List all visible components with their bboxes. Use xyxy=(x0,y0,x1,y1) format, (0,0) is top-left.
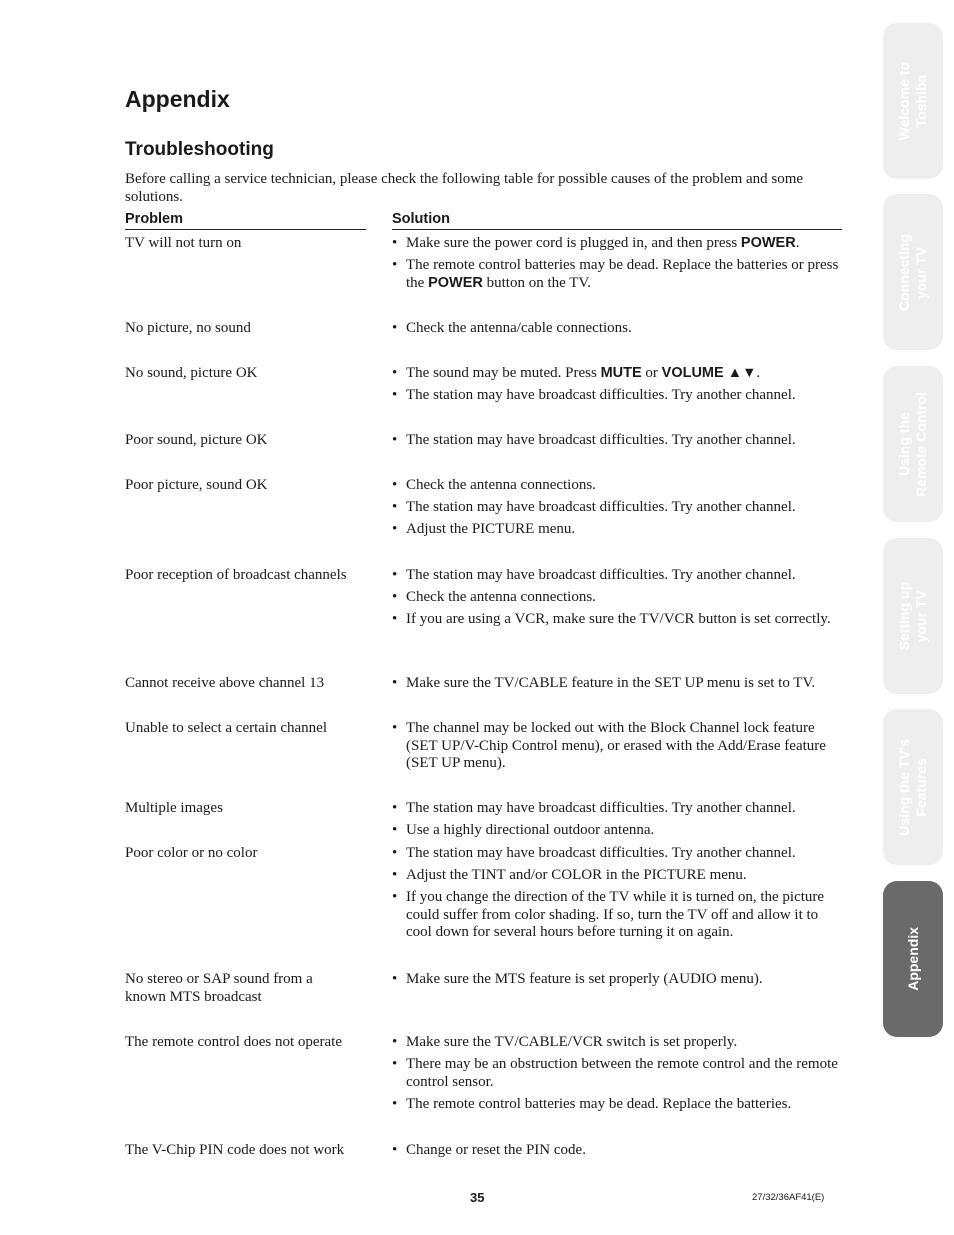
tab-label: Using the Remote Control xyxy=(896,391,929,497)
problem-text: Poor sound, picture OK xyxy=(125,432,268,448)
solution-item: • Make sure the TV/CABLE feature in the SET UP menu is set to TV. xyxy=(392,675,844,693)
tab-label: Welcome to Toshiba xyxy=(896,61,929,141)
problem-text: Poor color or no color xyxy=(125,845,258,861)
intro-paragraph: Before calling a service technician, please check the following table for possible causes of the problem and some solutions. xyxy=(125,171,804,205)
solution-column-header: Solution xyxy=(392,211,842,230)
tab-appendix[interactable] xyxy=(883,881,943,1037)
button-name: POWER xyxy=(740,235,796,251)
problem-text: TV will not turn on xyxy=(125,235,242,251)
button-name: MUTE xyxy=(600,365,642,381)
solution-item: • There may be an obstruction between the remote control and the remote control sensor. xyxy=(392,1056,844,1091)
solution-item: • The remote control batteries may be dead. Replace the batteries or press the POWER button on the TV. xyxy=(392,257,844,292)
problem-text: Multiple images xyxy=(125,800,223,816)
solution-list xyxy=(392,720,844,777)
solution-item: • The station may have broadcast difficulties. Try another channel. xyxy=(392,387,844,405)
solution-item: • Use a highly directional outdoor antenna. xyxy=(392,822,844,840)
solution-list xyxy=(392,1034,844,1118)
solution-list xyxy=(392,365,844,409)
solution-list xyxy=(392,1142,844,1164)
solution-item: • Check the antenna connections. xyxy=(392,477,844,495)
tab-using-the-tvs-features[interactable] xyxy=(883,709,943,865)
solution-item: • The station may have broadcast difficulties. Try another channel. xyxy=(392,432,844,450)
page-title: Appendix xyxy=(125,86,230,112)
solution-item: • The station may have broadcast difficulties. Try another channel. xyxy=(392,567,844,585)
problem-text: No picture, no sound xyxy=(125,320,251,336)
solution-item: • Adjust the TINT and/or COLOR in the PICTURE menu. xyxy=(392,867,844,885)
solution-item: • Check the antenna connections. xyxy=(392,589,844,607)
button-name: VOLUME ▲▼ xyxy=(661,365,757,381)
tab-connecting-your-tv[interactable] xyxy=(883,194,943,350)
tab-using-the-remote-control[interactable] xyxy=(883,366,943,522)
solution-item: • The station may have broadcast difficulties. Try another channel. xyxy=(392,800,844,818)
solution-item: • The remote control batteries may be dead. Replace the batteries. xyxy=(392,1096,844,1114)
solution-item: • Make sure the TV/CABLE/VCR switch is set properly. xyxy=(392,1034,844,1052)
solution-item: • Make sure the MTS feature is set properly (AUDIO menu). xyxy=(392,971,844,989)
solution-item: • The station may have broadcast difficulties. Try another channel. xyxy=(392,499,844,517)
solution-list xyxy=(392,845,844,946)
solution-item: • If you change the direction of the TV while it is turned on, the picture could suffer from color shading. If so, turn the TV off and allow it to cool down for several hours before turning it on again. xyxy=(392,889,844,942)
solution-item: • Change or reset the PIN code. xyxy=(392,1142,844,1160)
solution-list xyxy=(392,477,844,543)
problem-column-header: Problem xyxy=(125,211,366,230)
button-name: POWER xyxy=(428,274,483,291)
solution-item: • The station may have broadcast difficulties. Try another channel. xyxy=(392,845,844,863)
solution-item: • If you are using a VCR, make sure the TV/VCR button is set correctly. xyxy=(392,611,844,629)
solution-list xyxy=(392,432,844,454)
problem-text: The remote control does not operate xyxy=(125,1034,343,1050)
problem-text: Poor picture, sound OK xyxy=(125,477,268,493)
problem-text: The V-Chip PIN code does not work xyxy=(125,1142,345,1158)
solution-list xyxy=(392,971,844,993)
tab-setting-up-your-tv[interactable] xyxy=(883,538,943,694)
solution-item: • Make sure the power cord is plugged in, and then press POWER. xyxy=(392,235,844,253)
solution-item: • Check the antenna/cable connections. xyxy=(392,320,844,338)
section-title: Troubleshooting xyxy=(125,139,274,160)
problem-text: No sound, picture OK xyxy=(125,365,258,381)
problem-text: Unable to select a certain channel xyxy=(125,720,327,736)
solution-list xyxy=(392,567,844,633)
solution-list xyxy=(392,320,844,342)
tab-welcome-to-toshiba[interactable] xyxy=(883,23,943,179)
problem-text: Cannot receive above channel 13 xyxy=(125,675,325,691)
problem-text: Poor reception of broadcast channels xyxy=(125,567,347,583)
solution-list xyxy=(392,675,844,697)
solution-item: • The sound may be muted. Press MUTE or VOLUME ▲▼. xyxy=(392,365,844,383)
page-number: 35 xyxy=(470,1190,485,1205)
solution-item: • Adjust the PICTURE menu. xyxy=(392,521,844,539)
tab-label: Using the TV's Features xyxy=(896,738,929,836)
solution-list xyxy=(392,235,844,297)
problem-text: No stereo or SAP sound from a known MTS broadcast xyxy=(125,971,313,1005)
solution-item: • The channel may be locked out with the Block Channel lock feature (SET UP/V-Chip Control menu), or erased with the Add/Erase feature (SET UP menu). xyxy=(392,720,844,773)
model-number: 27/32/36AF41(E) xyxy=(752,1192,825,1203)
solution-list xyxy=(392,800,844,844)
tab-label: Setting up your TV xyxy=(896,581,929,651)
tab-label: Appendix xyxy=(904,927,921,991)
tab-label: Connecting your TV xyxy=(896,233,929,311)
